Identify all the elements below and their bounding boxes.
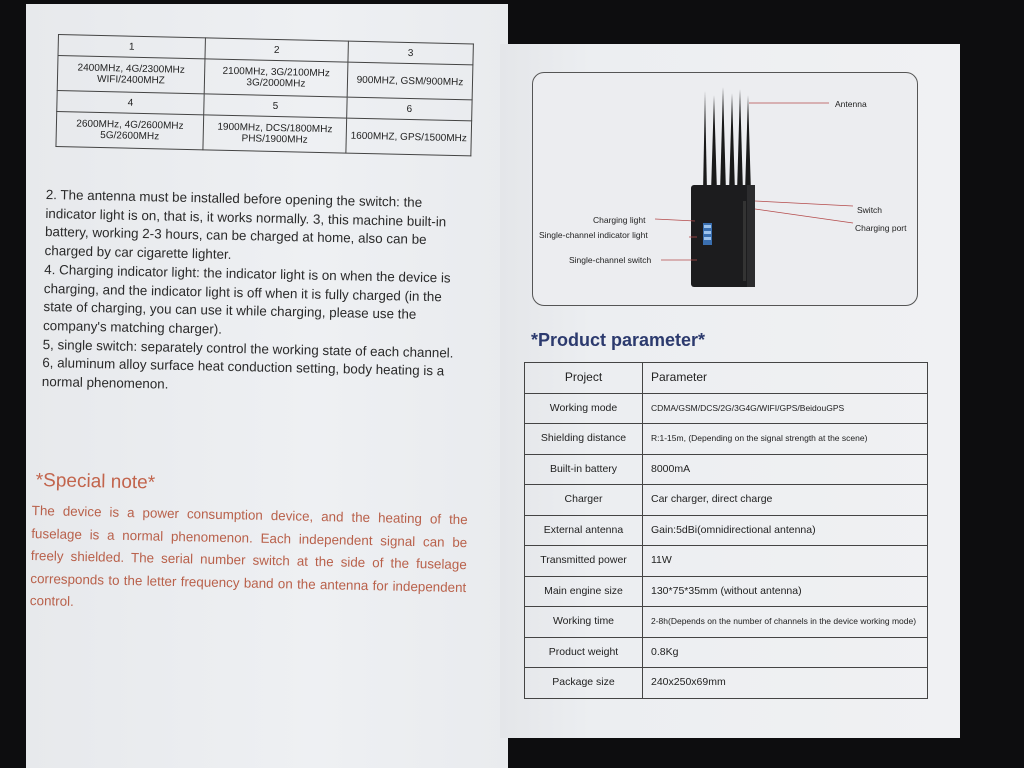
channel-number: 3 bbox=[348, 41, 473, 65]
single-indicator-label: Single-channel indicator light bbox=[539, 230, 648, 240]
table-row bbox=[525, 576, 928, 607]
table-row bbox=[525, 668, 928, 699]
charging-light-label: Charging light bbox=[593, 215, 646, 225]
column-header: Project bbox=[525, 363, 643, 394]
instructions-text bbox=[42, 186, 470, 401]
table-row bbox=[525, 454, 928, 485]
charging-port-label: Charging port bbox=[855, 223, 907, 233]
channel-number: 4 bbox=[57, 90, 204, 114]
param-name: Charger bbox=[525, 485, 643, 516]
table-row bbox=[525, 607, 928, 638]
channel-number: 5 bbox=[204, 94, 347, 118]
param-name: Working mode bbox=[525, 393, 643, 424]
channel-band: 2400MHz, 4G/2300MHz WIFI/2400MHZ bbox=[57, 56, 205, 94]
frequency-table bbox=[55, 34, 473, 156]
product-parameter-title: *Product parameter* bbox=[531, 330, 706, 350]
param-value: 2-8h(Depends on the number of channels in the device working mode) bbox=[643, 607, 928, 638]
param-value: 0.8Kg bbox=[643, 637, 928, 668]
channel-number: 2 bbox=[205, 38, 348, 62]
param-name: Package size bbox=[525, 668, 643, 699]
column-header: Parameter bbox=[643, 363, 928, 394]
table-row bbox=[525, 637, 928, 668]
parameter-table bbox=[524, 362, 928, 699]
channel-number: 1 bbox=[58, 35, 205, 59]
table-row bbox=[525, 424, 928, 455]
param-value: 8000mA bbox=[643, 454, 928, 485]
param-name: Product weight bbox=[525, 637, 643, 668]
channel-band: 2600MHz, 4G/2600MHz 5G/2600MHz bbox=[56, 111, 204, 149]
channel-band: 1600MHZ, GPS/1500MHz bbox=[346, 118, 472, 156]
param-value: Gain:5dBi(omnidirectional antenna) bbox=[643, 515, 928, 546]
note-paragraph: 5, single switch: separately control the working state of each channel. bbox=[42, 336, 454, 361]
table-row bbox=[525, 546, 928, 577]
antenna-label: Antenna bbox=[835, 99, 867, 109]
param-name: Built-in battery bbox=[525, 454, 643, 485]
device-diagram bbox=[532, 72, 918, 306]
table-row bbox=[525, 515, 928, 546]
param-value: Car charger, direct charge bbox=[643, 485, 928, 516]
single-switch-label: Single-channel switch bbox=[569, 255, 652, 265]
param-name: Working time bbox=[525, 607, 643, 638]
table-row bbox=[525, 485, 928, 516]
param-name: Transmitted power bbox=[525, 546, 643, 577]
table-row bbox=[525, 393, 928, 424]
switch-label: Switch bbox=[857, 205, 883, 215]
param-value: 11W bbox=[643, 546, 928, 577]
channel-band: 1900MHz, DCS/1800MHz PHS/1900MHz bbox=[203, 115, 347, 153]
table-header-row bbox=[525, 363, 928, 394]
channel-band: 2100MHz, 3G/2100MHz 3G/2000MHz bbox=[204, 59, 348, 97]
antenna-icon bbox=[703, 87, 751, 193]
param-name: External antenna bbox=[525, 515, 643, 546]
param-value: 240x250x69mm bbox=[643, 668, 928, 699]
note-paragraph: 4. Charging indicator light: the indicator light is on when the device is charging, and the indicator light is off when it is fully charged (in the state of charging, you can use it while charging, please use the company's matching charger). bbox=[42, 261, 451, 337]
channel-band: 900MHZ, GSM/900MHz bbox=[347, 62, 473, 100]
param-value: 130*75*35mm (without antenna) bbox=[643, 576, 928, 607]
special-note-text: The device is a power consumption device, and the heating of the fuselage is a normal phenomenon. Each independent signal can be freely shielded. The serial number switch at the side of the fuselage corresponds to the letter frequency band on the antenna for independent control. bbox=[29, 502, 468, 610]
note-paragraph: 2. The antenna must be installed before opening the switch: the indicator light is on, that is, it works normally. 3, this machine built-in battery, working 2-3 hours, can be charged at home, also can be charged by car cigarette lighter. bbox=[44, 186, 447, 263]
special-note-title: *Special note* bbox=[35, 470, 156, 494]
fins-icon bbox=[743, 201, 746, 281]
note-paragraph: 6, aluminum alloy surface heat conduction setting, body heating is a normal phenomenon. bbox=[41, 355, 445, 392]
param-name: Shielding distance bbox=[525, 424, 643, 455]
channel-number: 6 bbox=[347, 97, 472, 121]
switch-bank-icon bbox=[703, 223, 712, 245]
param-name: Main engine size bbox=[525, 576, 643, 607]
param-value: R:1-15m, (Depending on the signal strength at the scene) bbox=[643, 424, 928, 455]
param-value: CDMA/GSM/DCS/2G/3G4G/WIFI/GPS/BeidouGPS bbox=[643, 393, 928, 424]
